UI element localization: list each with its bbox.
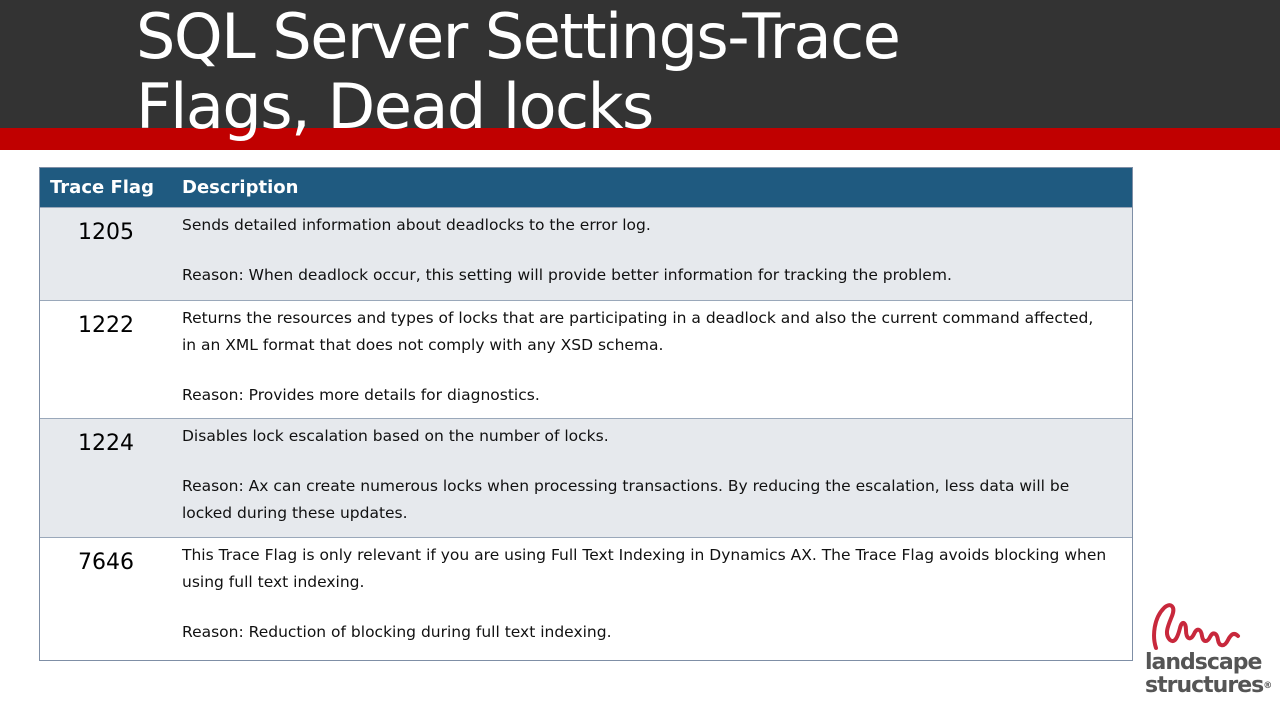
- reason-text: Reason: Provides more details for diagnostics.: [182, 385, 540, 404]
- description-cell: [172, 207, 1132, 300]
- description-text: Returns the resources and types of locks that are participating in a deadlock and also the current command affected, in an XML format that does not comply with any XSD schema.: [182, 308, 1094, 354]
- slide-title: [136, 2, 1136, 142]
- trace-flag-number: 1205: [40, 207, 172, 300]
- description-text: This Trace Flag is only relevant if you are using Full Text Indexing in Dynamics AX. The Trace Flag avoids blocking when using full text indexing.: [182, 545, 1107, 591]
- logo-wordmark-line-2: [1145, 673, 1270, 699]
- table-row: [40, 537, 1132, 660]
- column-header-trace-flag: Trace Flag: [40, 168, 172, 207]
- logo-wordmark-line-1: landscape: [1145, 650, 1262, 675]
- trace-flag-number: 1222: [40, 300, 172, 418]
- trace-flag-number: 7646: [40, 537, 172, 660]
- trace-flag-table: [39, 167, 1133, 661]
- description-cell: [172, 537, 1132, 660]
- table-header-row: [40, 168, 1132, 207]
- description-cell: [172, 418, 1132, 537]
- logo-wordmark-text: structures: [1145, 673, 1264, 698]
- trace-flag-number: 1224: [40, 418, 172, 537]
- title-line-2: Flags, Dead locks: [136, 70, 653, 143]
- description-cell: [172, 300, 1132, 418]
- table-row: [40, 418, 1132, 537]
- description-text: Sends detailed information about deadlocks to the error log.: [182, 215, 651, 234]
- reason-text: Reason: Reduction of blocking during full text indexing.: [182, 622, 612, 641]
- column-header-description: Description: [172, 168, 1132, 207]
- title-line-1: SQL Server Settings-Trace: [136, 0, 900, 73]
- table-row: [40, 300, 1132, 418]
- description-text: Disables lock escalation based on the number of locks.: [182, 426, 609, 445]
- registered-mark: ®: [1263, 681, 1272, 691]
- reason-text: Reason: When deadlock occur, this setting will provide better information for tracking the problem.: [182, 265, 952, 284]
- table-row: [40, 207, 1132, 300]
- reason-text: Reason: Ax can create numerous locks when processing transactions. By reducing the escalation, less data will be locked during these updates.: [182, 476, 1070, 522]
